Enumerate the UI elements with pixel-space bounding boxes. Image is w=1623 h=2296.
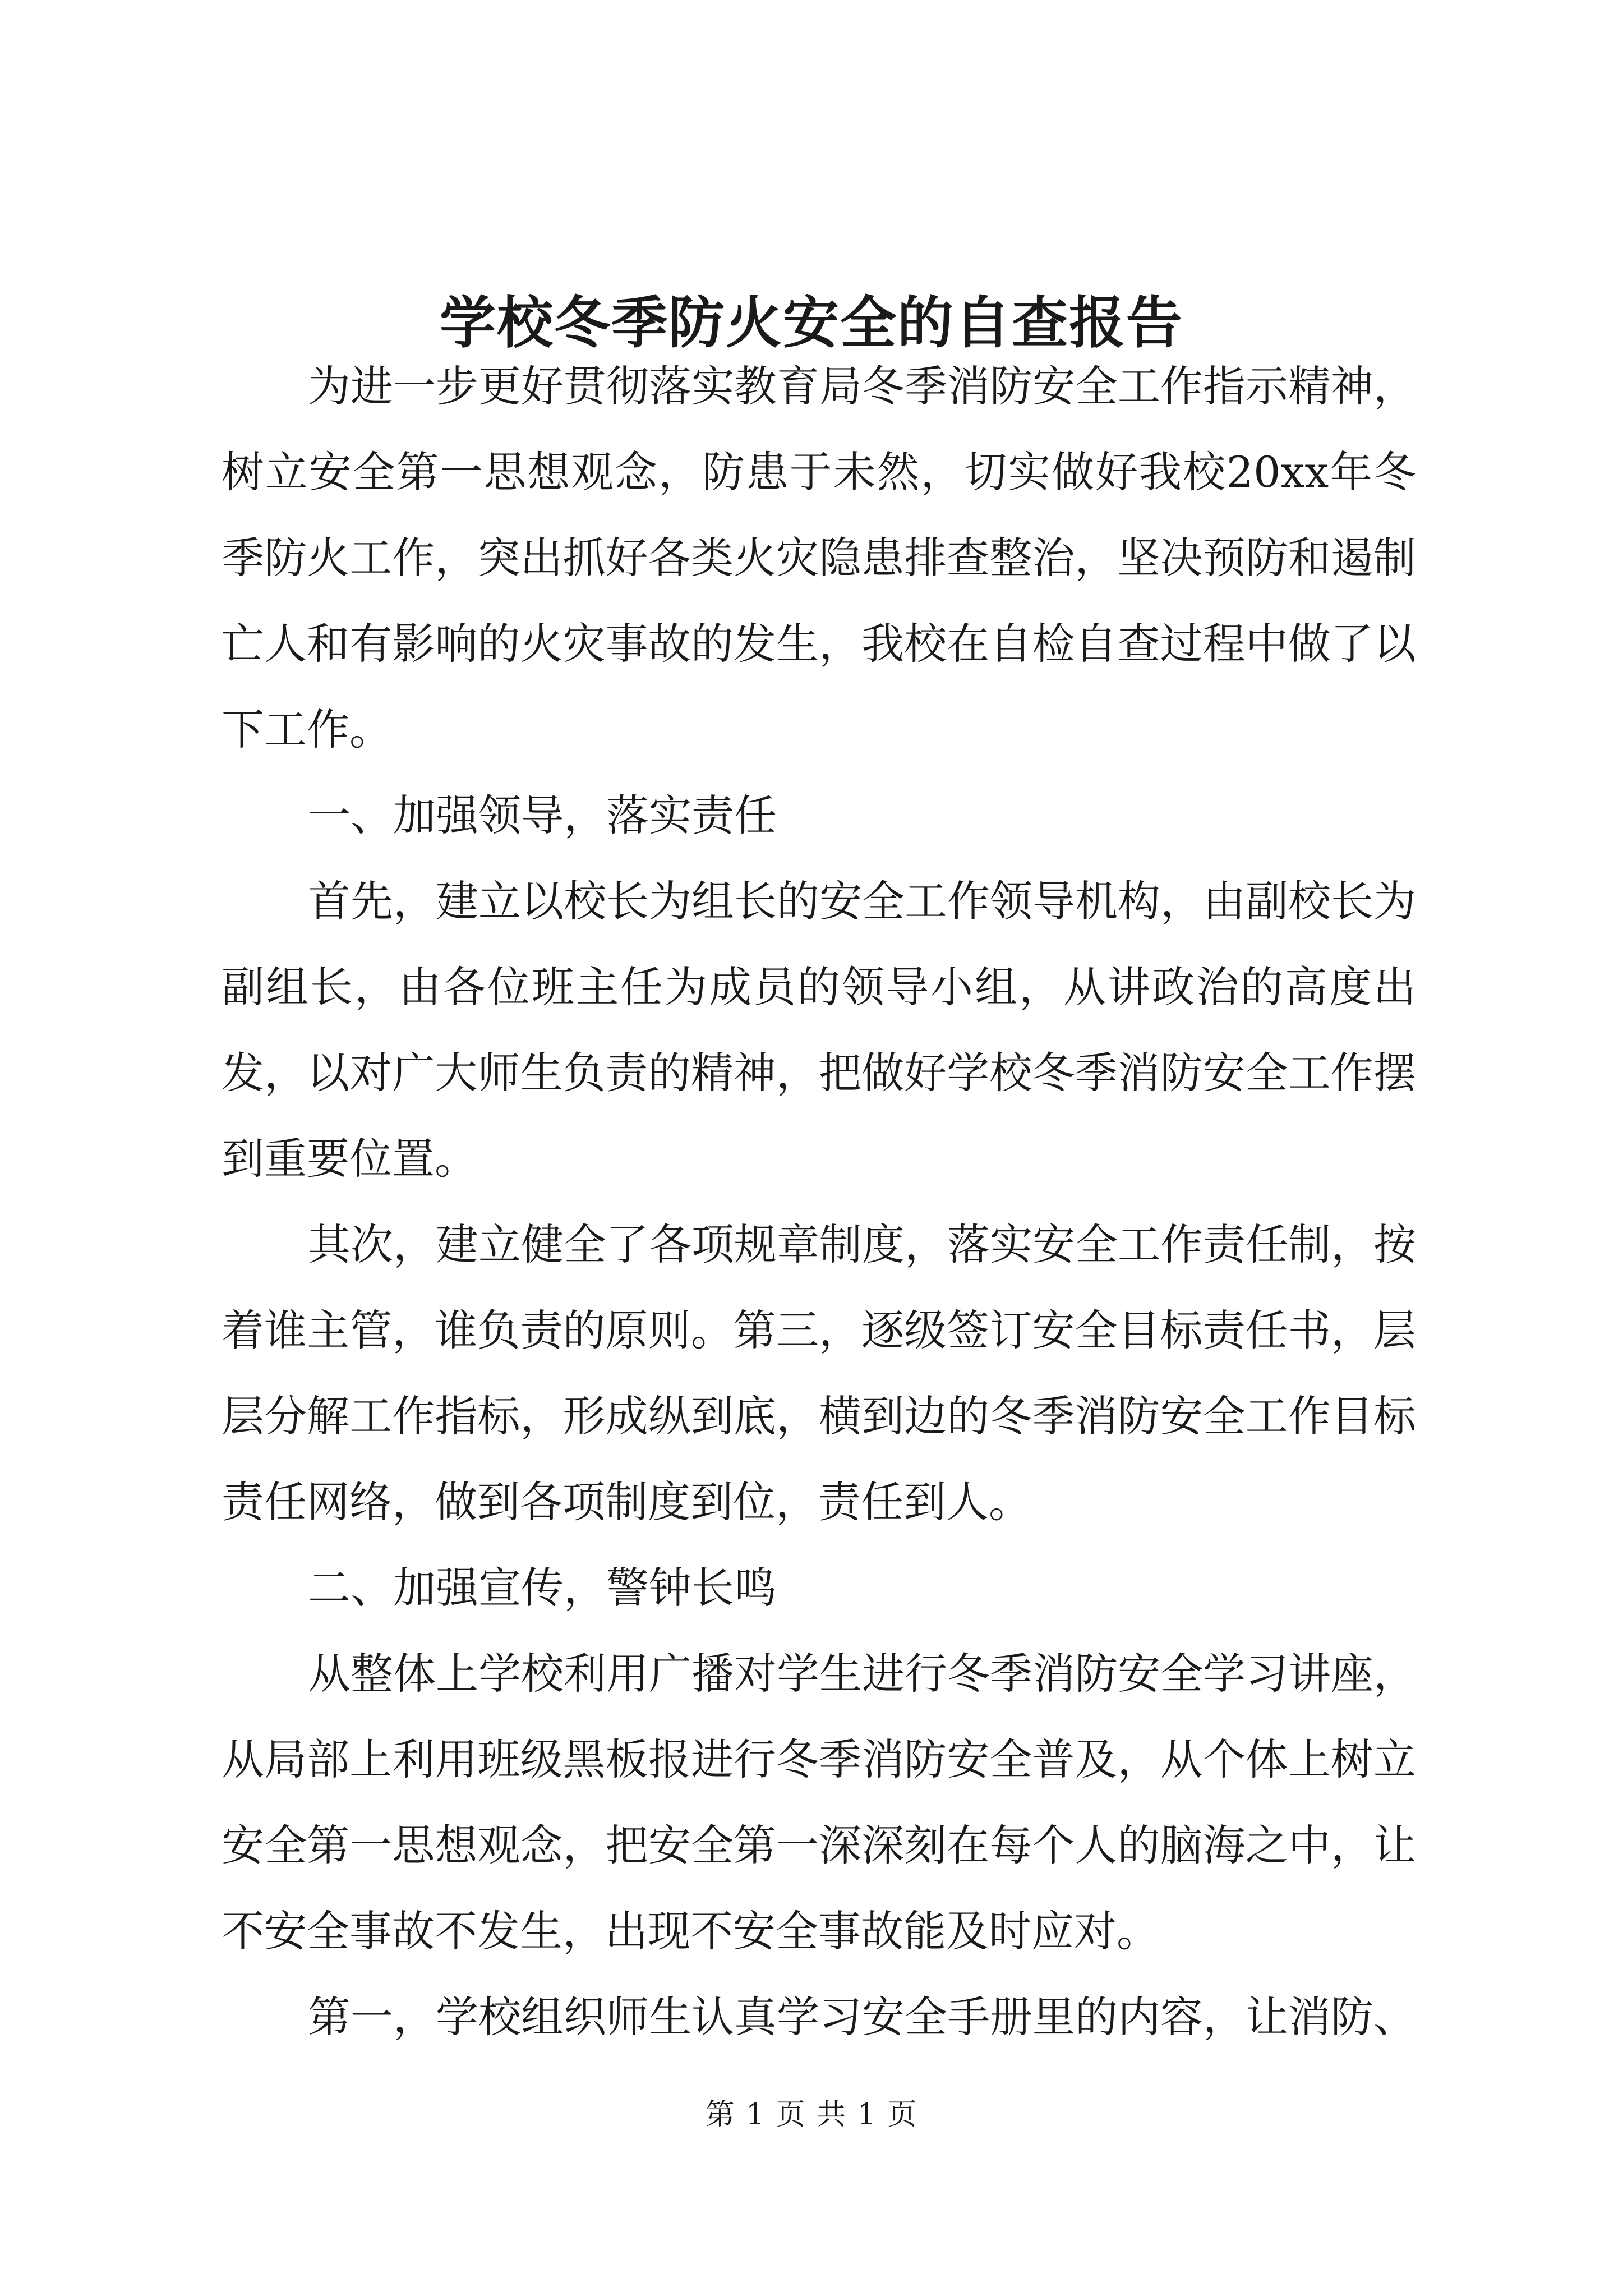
section-heading-2: 二、加强宣传，警钟长鸣 [308,1563,777,1613]
body-paragraph: 从整体上学校利用广播对学生进行冬季消防安全学习讲座，从局部上利用班级黑板报进行冬季消防安全普及，从个体上树立安全第一思想观念，把安全第一深深刻在每个人的脑海之中，让不安全事故不发生，出现不安全事故能及时应对。 [222,1649,1416,1956]
intro-paragraph: 为进一步更好贯彻落实教育局冬季消防安全工作指示精神，树立安全第一思想观念，防患于未然，切实做好我校20xx年冬季防火工作，突出抓好各类火灾隐患排查整治，坚决预防和遏制亡人和有影响的火灾事故的发生，我校在自检自查过程中做了以下工作。 [222,361,1416,754]
document-body [222,343,1416,2060]
body-paragraph: 首先，建立以校长为组长的安全工作领导机构，由副校长为副组长，由各位班主任为成员的领导小组，从讲政治的高度出发，以对广大师生负责的精神，把做好学校冬季消防安全工作摆到重要位置。 [222,876,1416,1184]
body-paragraph: 其次，建立健全了各项规章制度，落实安全工作责任制，按着谁主管，谁负责的原则。第三，逐级签订安全目标责任书，层层分解工作指标，形成纵到底，横到边的冬季消防安全工作目标责任网络，做到各项制度到位，责任到人。 [222,1220,1416,1527]
body-paragraph: 第一，学校组织师生认真学习安全手册里的内容，让消防、 [308,1992,1416,2042]
page-number-footer: 第 1 页 共 1 页 [705,2098,918,2132]
section-heading-1: 一、加强领导，落实责任 [308,790,777,840]
document-title: 学校冬季防火安全的自查报告 [440,289,1183,356]
